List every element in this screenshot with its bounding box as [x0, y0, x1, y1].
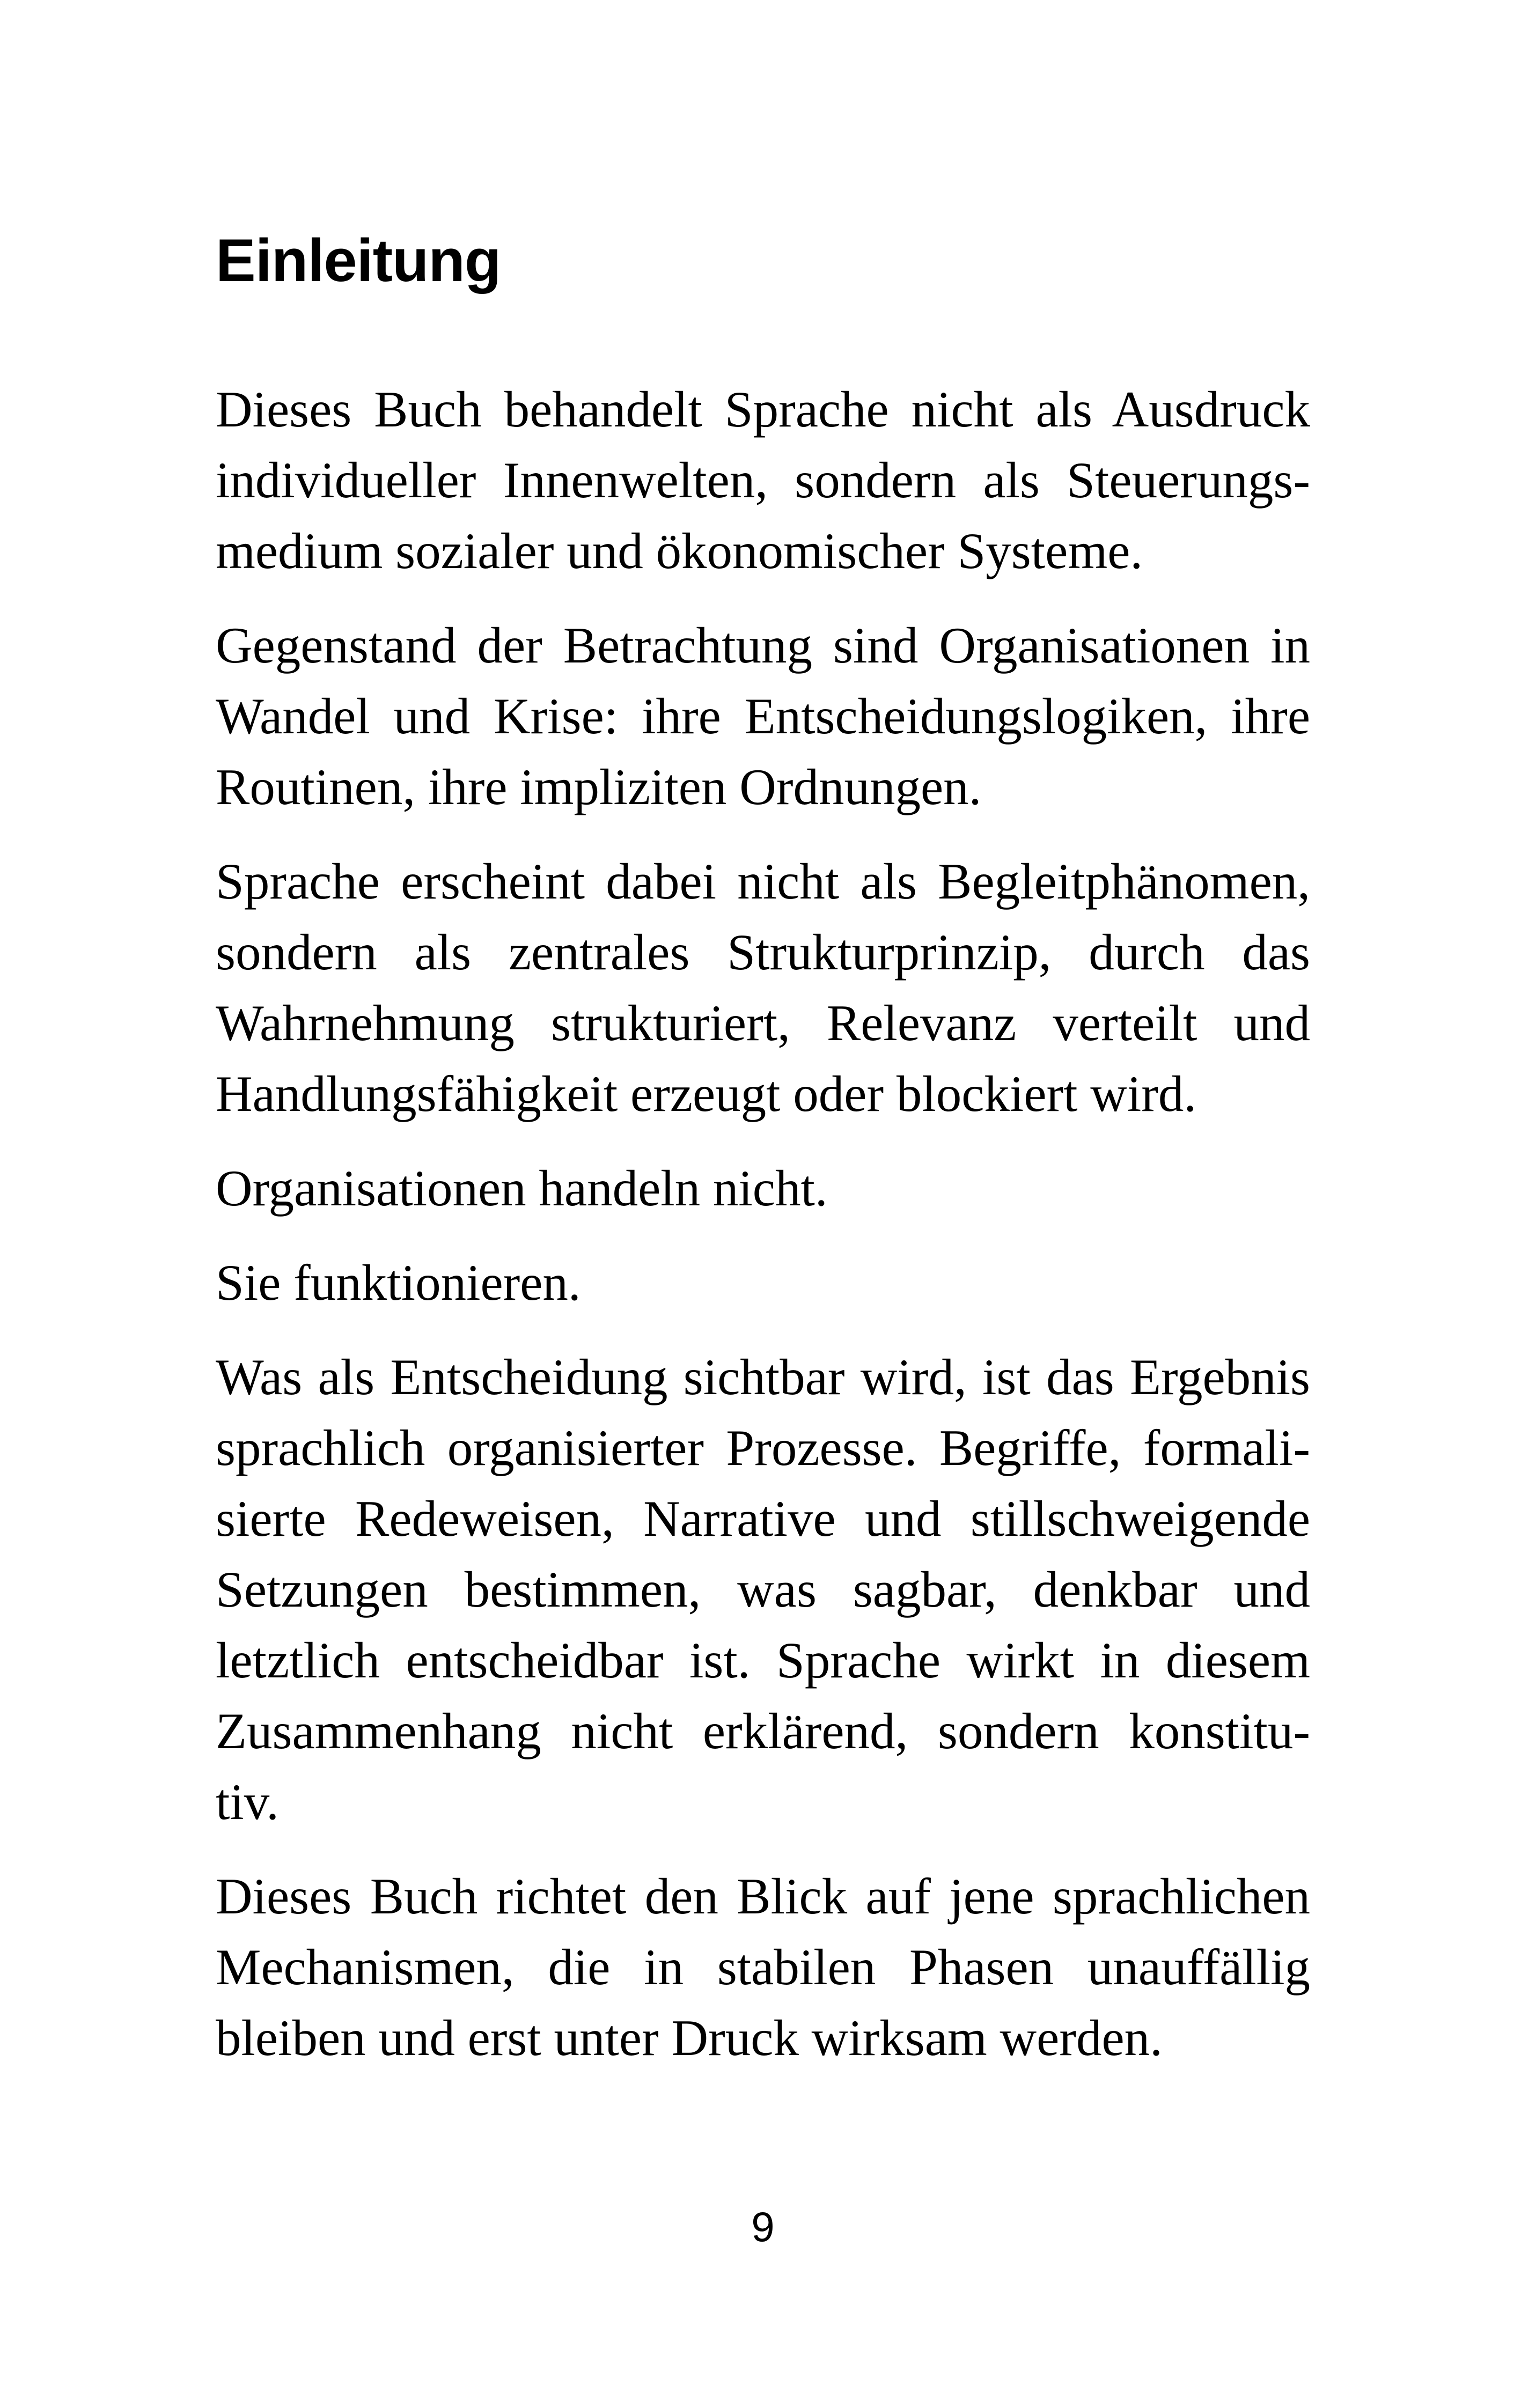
paragraph-line: Handlungsfähigkeit erzeugt oder blockiert wird. [216, 1065, 1197, 1122]
paragraph-line: Was als Entscheidung sichtbar wird, ist das Ergebnis [216, 1349, 1310, 1405]
paragraph-line: bleiben und erst unter Druck wirksam werden. [216, 2009, 1163, 2066]
paragraph-line: Gegenstand der Betrachtung sind Organisationen in [216, 617, 1310, 674]
paragraph-line: Setzungen bestimmen, was sagbar, denkbar und [216, 1561, 1310, 1618]
paragraph [216, 1861, 1310, 2073]
paragraph-line: Wandel und Krise: ihre Entscheidungslogiken, ihre [216, 688, 1310, 745]
paragraph-line: sondern als zentrales Strukturprinzip, durch das [216, 924, 1310, 981]
paragraph [216, 1247, 1310, 1318]
text-column [216, 227, 1310, 2073]
page-number: 9 [751, 2203, 775, 2250]
paragraph-line: sprachlich organisierter Prozesse. Begriffe, formali- [216, 1419, 1310, 1476]
paragraph-line: Organisationen handeln nicht. [216, 1160, 828, 1217]
paragraph [216, 1153, 1310, 1224]
paragraph-line: Dieses Buch behandelt Sprache nicht als Ausdruck [216, 381, 1310, 438]
paragraph-line: medium sozialer und ökonomischer Systeme. [216, 522, 1143, 579]
paragraph-line: Dieses Buch richtet den Blick auf jene sprachlichen [216, 1868, 1310, 1925]
paragraph-line: Zusammenhang nicht erklärend, sondern konstitu- [216, 1703, 1310, 1759]
paragraph-line: sierte Redeweisen, Narrative und stillschweigende [216, 1490, 1310, 1547]
chapter-title: Einleitung [216, 227, 501, 294]
paragraph-line: tiv. [216, 1773, 279, 1830]
paragraph [216, 610, 1310, 822]
paragraph-line: letztlich entscheidbar ist. Sprache wirkt in diesem [216, 1632, 1310, 1689]
paragraph-line: Mechanismen, die in stabilen Phasen unauffällig [216, 1939, 1310, 1995]
paragraph-line: Wahrnehmung strukturiert, Relevanz verteilt und [216, 995, 1310, 1051]
paragraph-line: Sprache erscheint dabei nicht als Begleitphänomen, [216, 853, 1310, 910]
paragraph-line: individueller Innenwelten, sondern als Steuerungs- [216, 452, 1310, 509]
paragraph-line: Routinen, ihre impliziten Ordnungen. [216, 759, 982, 815]
paragraph [216, 846, 1310, 1129]
paragraph-line: Sie funktionieren. [216, 1254, 581, 1311]
body-text [216, 374, 1310, 2073]
paragraph [216, 374, 1310, 586]
paragraph [216, 1342, 1310, 1837]
